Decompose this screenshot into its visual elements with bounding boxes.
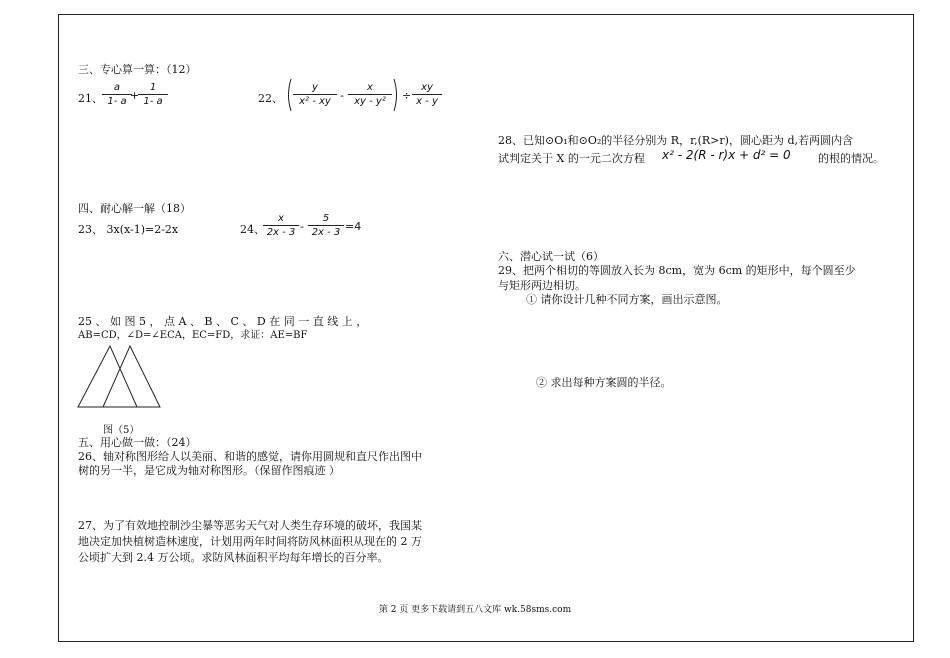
- q24-denominator-1: 2x - 3: [266, 227, 296, 238]
- q21-denominator-1: 1- a: [107, 96, 127, 107]
- q27-line-1: 27、为了有效地控制沙尘暴等恶劣天气对人类生存环境的破坏，我国某: [78, 519, 422, 532]
- q27-line-3: 公顷扩大到 2.4 万公顷。求防风林面积平均每年增长的百分率。: [78, 551, 389, 564]
- q29-line-1: 29、把两个相切的等圆放入长为 8cm，宽为 6cm 的矩形中，每个圆至少: [498, 264, 856, 277]
- q22-numerator-3: xy: [412, 82, 442, 95]
- q26-line-1: 26、轴对称图形给人以美丽、和谐的感觉，请你用圆规和直尺作出图中: [78, 450, 422, 463]
- q24-numerator-2: 5: [308, 213, 344, 226]
- q22-denominator-1: x² - xy: [299, 96, 331, 107]
- q24-fraction-2: [308, 213, 344, 238]
- q24-fraction-1: [263, 213, 299, 238]
- q24-equals: =4: [345, 220, 362, 233]
- q25-line-2: AB=CD，∠D=∠ECA，EC=FD，求证：AE=BF: [78, 330, 308, 341]
- q22-denominator-2: xy - y²: [354, 96, 386, 107]
- q22-minus: -: [340, 89, 344, 102]
- q22-numerator-1: y: [293, 82, 337, 95]
- q28-line-1: 28、已知⊙O₁和⊙O₂的半径分别为 R，r,(R>r)，圆心距为 d,若两圆内含: [498, 134, 853, 147]
- q21-numerator-1: a: [102, 82, 132, 95]
- q24-minus: -: [300, 220, 304, 233]
- q27-line-2: 地决定加快植树造林速度，计划用两年时间将防风林面积从现在的 2 万: [78, 535, 422, 548]
- section-6-title: 六、潜心试一试（6）: [498, 250, 604, 263]
- figure-5-triangles: [75, 340, 165, 412]
- q28-line-2a: 试判定关于 X 的一元二次方程: [498, 152, 645, 165]
- q29-sub-2: ② 求出每种方案圆的半径。: [536, 376, 672, 389]
- section-5-title: 五、用心做一做：（24）: [78, 436, 197, 449]
- q22-denominator-3: x - y: [416, 96, 438, 107]
- q26-line-2: 树的另一半，是它成为轴对称图形。（保留作图痕迹 ）: [78, 464, 340, 477]
- q22-label: 22、: [258, 92, 283, 105]
- q22-fraction-3: [412, 82, 442, 107]
- q21-numerator-2: 1: [138, 82, 168, 95]
- q22-numerator-2: x: [348, 82, 392, 95]
- q22-fraction-1: [293, 82, 337, 107]
- q28-equation: x² - 2(R - r)x + d² = 0: [662, 148, 791, 162]
- page-footer: 第 2 页 更多下载请到五八文库 wk.58sms.com: [378, 605, 572, 615]
- q25-line-1: 25 、 如 图 5 ， 点 A 、 B 、 C 、 D 在 同 一 直 线 上 ，: [78, 315, 368, 328]
- q21-fraction-2: [138, 82, 168, 107]
- q21-label: 21、: [78, 92, 103, 105]
- q24-denominator-2: 2x - 3: [311, 227, 341, 238]
- q29-line-2: 与矩形两边相切。: [498, 279, 586, 292]
- q21-fraction-1: [102, 82, 132, 107]
- q28-line-2b: 的根的情况。: [818, 152, 884, 165]
- q22-divide: ÷: [402, 89, 412, 102]
- q23-text: 23、 3x(x-1)=2-2x: [78, 223, 179, 236]
- q24-numerator-1: x: [263, 213, 299, 226]
- q22-fraction-2: [348, 82, 392, 107]
- q24-label: 24、: [240, 223, 265, 236]
- q29-sub-1: ① 请你设计几种不同方案，画出示意图。: [526, 293, 728, 306]
- section-4-title: 四、耐心解一解（18）: [78, 202, 191, 215]
- q21-denominator-2: 1- a: [143, 96, 163, 107]
- section-3-title: 三、专心算一算：（12）: [78, 63, 197, 76]
- figure-5-caption: 图（5）: [103, 425, 140, 436]
- q21-plus: +: [130, 89, 140, 102]
